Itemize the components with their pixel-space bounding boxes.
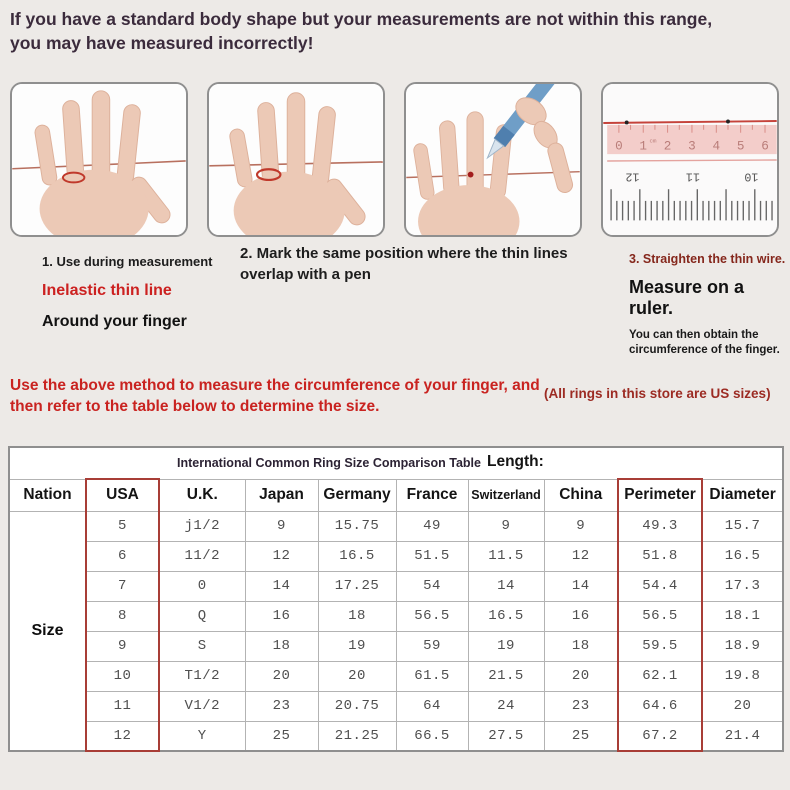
table-row [9,601,783,631]
svg-text:0: 0 [615,138,623,154]
hand-string-illustration [12,84,186,235]
table-cell: 8 [86,601,159,631]
instruction-section [0,365,790,435]
table-row [9,571,783,601]
table-cell: 18 [318,601,396,631]
step1-title: 1. Use during measurement [42,254,213,269]
table-cell: 11.5 [468,541,544,571]
size-table-wrap [8,446,782,752]
table-cell: 23 [544,691,618,721]
instruction-text: Use the above method to measure the circumference of your finger, and then refer to the table below to determine the size. [10,377,540,415]
table-row [9,541,783,571]
table-cell: 16 [544,601,618,631]
column-header-china: China [544,479,618,511]
table-cell: Q [159,601,245,631]
table-cell: 56.5 [618,601,702,631]
table-cell: V1/2 [159,691,245,721]
table-title-row [9,447,783,479]
table-cell: 11 [86,691,159,721]
table-cell: 14 [544,571,618,601]
svg-text:3: 3 [688,138,696,154]
table-row [9,661,783,691]
step3-measure-ruler: Measure on a ruler. [629,277,745,318]
table-cell: 61.5 [396,661,468,691]
table-cell: 59 [396,631,468,661]
table-cell: 16.5 [468,601,544,631]
table-cell: 20 [702,691,783,721]
table-cell: 54.4 [618,571,702,601]
table-cell: 66.5 [396,721,468,751]
table-cell: 49 [396,511,468,541]
column-header-germany: Germany [318,479,396,511]
svg-text:6: 6 [761,138,769,154]
table-cell: 59.5 [618,631,702,661]
table-cell: 54 [396,571,468,601]
table-cell: Y [159,721,245,751]
table-cell: 9 [245,511,318,541]
photo-step4-ruler [601,82,779,237]
table-cell: 24 [468,691,544,721]
table-title: International Common Ring Size Comparison Table [177,456,481,470]
svg-text:11: 11 [685,169,700,184]
caption-step3 [629,252,787,358]
table-cell: 51.8 [618,541,702,571]
hand-string-illustration [209,84,383,235]
table-cell: 19 [318,631,396,661]
table-cell: 18 [245,631,318,661]
svg-text:10: 10 [744,169,759,184]
column-header-switzerland: Switzerland [468,479,544,511]
svg-text:12: 12 [625,169,640,184]
column-header-japan: Japan [245,479,318,511]
photo-step1-hand [10,82,188,237]
table-cell: 21.5 [468,661,544,691]
page-title: If you have a standard body shape but your measurements are not within this range, you may have measured incorrectly! [10,9,713,53]
photo-step2-hand [207,82,385,237]
step3-title: 3. Straighten the thin wire. [629,252,786,266]
us-sizes-note: (All rings in this store are US sizes) [544,386,771,401]
table-row [9,691,783,721]
svg-text:1: 1 [639,138,648,154]
table-row [9,721,783,751]
column-header-perimeter: Perimeter [618,479,702,511]
table-cell: 49.3 [618,511,702,541]
table-cell: 16 [245,601,318,631]
table-row [9,511,783,541]
step-captions [0,240,790,358]
table-cell: 18.9 [702,631,783,661]
step-photos [10,82,780,237]
table-cell: 11/2 [159,541,245,571]
table-cell: 16.5 [318,541,396,571]
table-cell: 16.5 [702,541,783,571]
step1-inelastic-line: Inelastic thin line [42,282,172,299]
table-cell: 25 [245,721,318,751]
svg-text:4: 4 [712,138,721,154]
table-cell: 20 [245,661,318,691]
table-cell: 67.2 [618,721,702,751]
table-cell: 15.75 [318,511,396,541]
column-header-france: France [396,479,468,511]
table-cell: 56.5 [396,601,468,631]
column-header-diameter: Diameter [702,479,783,511]
table-cell: 12 [86,721,159,751]
table-cell: 21.25 [318,721,396,751]
table-cell: 23 [245,691,318,721]
table-cell: 21.4 [702,721,783,751]
step3-subtext: You can then obtain the circumference of the finger. [629,329,780,356]
table-cell: 51.5 [396,541,468,571]
caption-step1 [42,254,222,331]
svg-text:5: 5 [736,138,745,154]
table-cell: 25 [544,721,618,751]
column-header-usa: USA [86,479,159,511]
svg-text:2: 2 [663,138,672,154]
table-cell: 64.6 [618,691,702,721]
table-cell: 20.75 [318,691,396,721]
table-cell: 19 [468,631,544,661]
length-label: Length: [487,453,544,470]
pen-mark-dot [468,172,474,178]
table-cell: 62.1 [618,661,702,691]
table-cell: 14 [468,571,544,601]
table-cell: 17.3 [702,571,783,601]
table-cell: 5 [86,511,159,541]
caption-step2: 2. Mark the same position where the thin lines overlap with a pen [240,245,568,283]
size-row-label: Size [9,511,86,751]
table-cell: 18 [544,631,618,661]
table-cell: 9 [86,631,159,661]
table-row [9,631,783,661]
size-table-header-row [9,479,783,511]
table-cell: 17.25 [318,571,396,601]
table-cell: 19.8 [702,661,783,691]
table-cell: 14 [245,571,318,601]
table-cell: T1/2 [159,661,245,691]
table-cell: 20 [318,661,396,691]
table-cell: 27.5 [468,721,544,751]
table-cell: 20 [544,661,618,691]
table-cell: 7 [86,571,159,601]
table-cell: 12 [544,541,618,571]
table-cell: 10 [86,661,159,691]
table-cell: j1/2 [159,511,245,541]
column-header-nation: Nation [9,479,86,511]
table-cell: 18.1 [702,601,783,631]
table-cell: 0 [159,571,245,601]
ruler-illustration [603,84,777,235]
step1-around-finger: Around your finger [42,313,187,330]
table-cell: 9 [468,511,544,541]
hand-pen-illustration [406,84,580,235]
table-cell: 12 [245,541,318,571]
ruler-unit-label: cm [649,137,657,145]
photo-step3-mark-pen [404,82,582,237]
ring-size-table [8,446,784,752]
table-cell: 64 [396,691,468,721]
table-cell: 15.7 [702,511,783,541]
table-cell: 6 [86,541,159,571]
table-cell: S [159,631,245,661]
size-table-body [9,511,783,751]
table-cell: 9 [544,511,618,541]
column-header-uk: U.K. [159,479,245,511]
